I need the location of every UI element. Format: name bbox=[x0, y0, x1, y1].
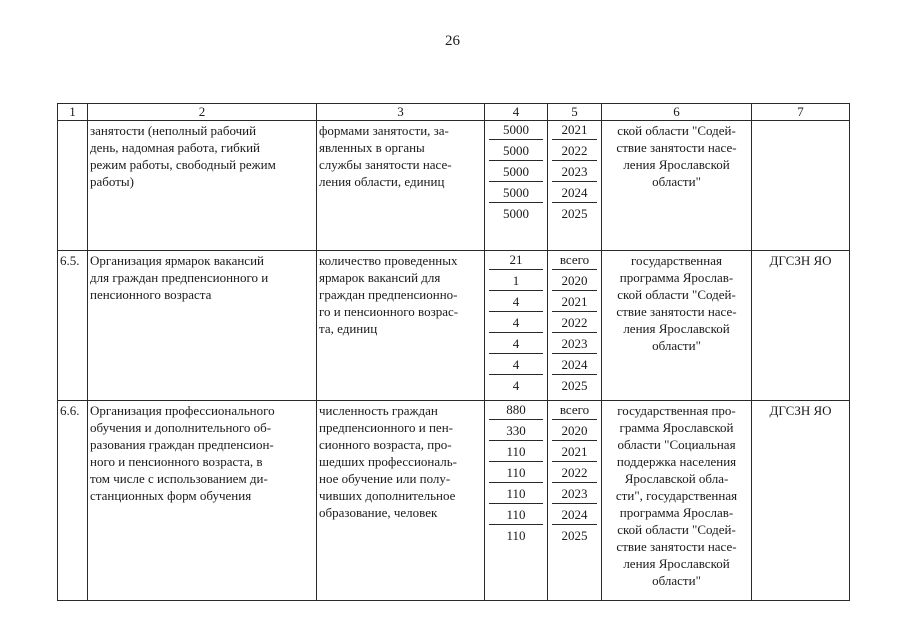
indicator-text: численность граждан предпенсионного и пен- сионного возраста, про- шедших профессиональ- ное обучение или полу- чивших дополнительное образование, человек bbox=[317, 401, 485, 601]
indicator-value: 110 bbox=[506, 528, 526, 543]
indicator-value: 5000 bbox=[503, 206, 529, 221]
year-label: всего bbox=[552, 401, 597, 420]
indicator-value: 21 bbox=[489, 251, 543, 270]
indicator-text: формами занятости, за- явленных в органы службы занятости насе- ления области, единиц bbox=[317, 121, 485, 251]
year-label: 2023 bbox=[552, 485, 597, 504]
column-header: 3 bbox=[317, 104, 485, 121]
year-label: 2024 bbox=[552, 506, 597, 525]
year-label: 2025 bbox=[561, 528, 588, 543]
table-row bbox=[58, 401, 850, 601]
year-label: 2025 bbox=[561, 206, 588, 221]
years-cell bbox=[548, 121, 602, 251]
column-header: 5 bbox=[548, 104, 602, 121]
measure-text: Организация ярмарок вакансий для граждан предпенсионного и пенсионного возраста bbox=[88, 251, 317, 401]
executor-text: ДГСЗН ЯО bbox=[752, 401, 850, 601]
indicator-value: 4 bbox=[512, 378, 520, 393]
indicator-value: 880 bbox=[489, 401, 543, 420]
year-label: 2023 bbox=[552, 163, 597, 182]
years-cell bbox=[548, 401, 602, 601]
indicator-value: 5000 bbox=[489, 184, 543, 203]
program-text: государственная про- грамма Ярославской области "Социальная поддержка населения Ярославской обла- сти", государственная программа Ярослав- ской области "Содей- ствие занятости насе- ления Ярославской области" bbox=[602, 401, 752, 601]
column-header: 6 bbox=[602, 104, 752, 121]
year-label: 2021 bbox=[552, 121, 597, 140]
indicator-value: 330 bbox=[489, 422, 543, 441]
year-label: 2022 bbox=[552, 314, 597, 333]
indicator-text: количество проведенных ярмарок вакансий для граждан предпенсионно- го и пенсионного возрас- та, единиц bbox=[317, 251, 485, 401]
year-label: 2021 bbox=[552, 443, 597, 462]
item-number: 6.5. bbox=[58, 251, 88, 401]
year-label: 2020 bbox=[552, 272, 597, 291]
year-label: всего bbox=[552, 251, 597, 270]
measure-text: занятости (неполный рабочий день, надомная работа, гибкий режим работы, свободный режим работы) bbox=[88, 121, 317, 251]
year-label: 2025 bbox=[561, 378, 588, 393]
year-label: 2022 bbox=[552, 142, 597, 161]
indicator-value: 5000 bbox=[489, 142, 543, 161]
indicator-value: 110 bbox=[489, 464, 543, 483]
indicator-value: 1 bbox=[489, 272, 543, 291]
indicator-value: 4 bbox=[489, 314, 543, 333]
values-cell bbox=[485, 401, 548, 601]
column-header: 2 bbox=[88, 104, 317, 121]
indicator-value: 110 bbox=[489, 443, 543, 462]
executor-text bbox=[752, 121, 850, 251]
indicator-value: 5000 bbox=[489, 121, 543, 140]
values-cell bbox=[485, 121, 548, 251]
year-label: 2021 bbox=[552, 293, 597, 312]
indicator-value: 4 bbox=[489, 356, 543, 375]
year-label: 2024 bbox=[552, 356, 597, 375]
indicator-value: 110 bbox=[489, 506, 543, 525]
program-text: государственная программа Ярослав- ской области "Содей- ствие занятости насе- ления Ярославской области" bbox=[602, 251, 752, 401]
indicator-value: 4 bbox=[489, 335, 543, 354]
table-row bbox=[58, 121, 850, 251]
column-header: 7 bbox=[752, 104, 850, 121]
item-number bbox=[58, 121, 88, 251]
year-label: 2023 bbox=[552, 335, 597, 354]
values-cell bbox=[485, 251, 548, 401]
year-label: 2020 bbox=[552, 422, 597, 441]
program-table bbox=[57, 103, 850, 601]
column-header: 4 bbox=[485, 104, 548, 121]
year-label: 2024 bbox=[552, 184, 597, 203]
indicator-value: 5000 bbox=[489, 163, 543, 182]
page-number: 26 bbox=[445, 33, 460, 49]
item-number: 6.6. bbox=[58, 401, 88, 601]
table-row bbox=[58, 251, 850, 401]
indicator-value: 110 bbox=[489, 485, 543, 504]
table-header-row bbox=[58, 104, 850, 121]
measure-text: Организация профессионального обучения и дополнительного об- разования граждан предпенсион- ного и пенсионного возраста, в том числе с использованием ди- станционных форм обучения bbox=[88, 401, 317, 601]
program-text: ской области "Содей- ствие занятости насе- ления Ярославской области" bbox=[602, 121, 752, 251]
years-cell bbox=[548, 251, 602, 401]
indicator-value: 4 bbox=[489, 293, 543, 312]
year-label: 2022 bbox=[552, 464, 597, 483]
executor-text: ДГСЗН ЯО bbox=[752, 251, 850, 401]
column-header: 1 bbox=[58, 104, 88, 121]
